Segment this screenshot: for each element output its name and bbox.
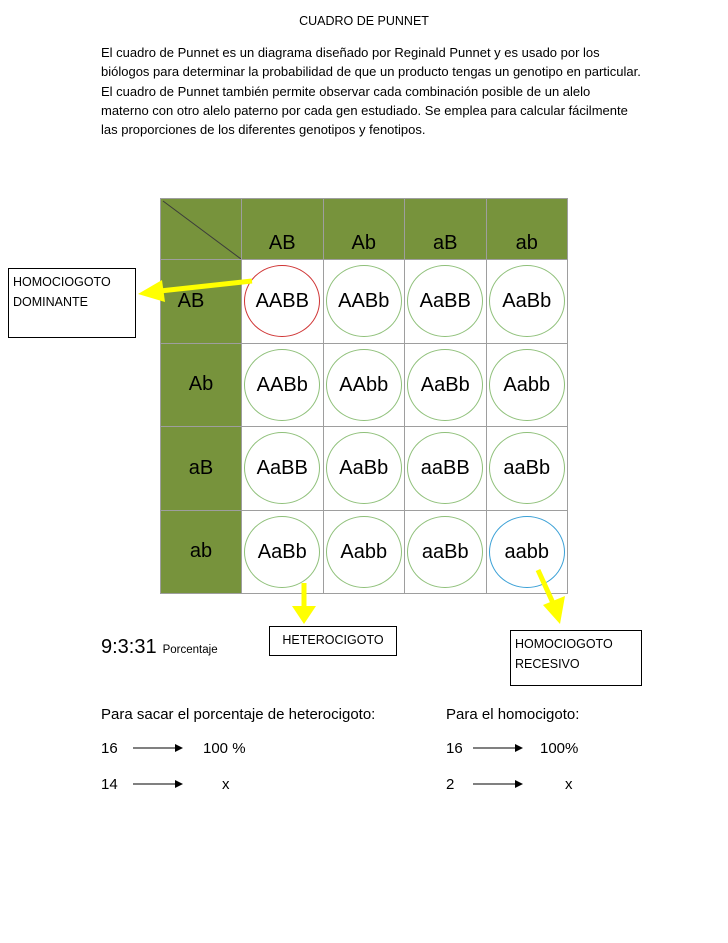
header-cell: aB — [405, 199, 487, 260]
header-cell: Ab — [323, 199, 405, 260]
calc-right-heading: Para el homocigoto: — [446, 706, 580, 723]
callout-heterozygote: HETEROCIGOTO — [269, 626, 397, 656]
arrow-to-dominant — [138, 280, 252, 302]
genotype-circle: AABb — [244, 349, 320, 421]
genotype-circle: AaBB — [407, 265, 483, 337]
arrow-right-icon — [133, 778, 183, 790]
genotype-circle: AAbb — [326, 349, 402, 421]
ratio-label: Porcentaje — [162, 644, 218, 656]
genotype-circle: AaBb — [407, 349, 483, 421]
calc-right-row1-left: 16 — [446, 740, 463, 757]
intro-paragraph: El cuadro de Punnet es un diagrama diseñado por Reginald Punnet y es usado por los biólogos para determinar la probabilidad de que un producto tengas un genotipo en particular. El cuadro de Punnet también permite observar cada combinación posible de un alelo materno con otro alelo paterno por cada gen estudiado. Se emplea para calcular fácilmente las proporciones de los diferentes genotipos y fenotipos. — [101, 45, 641, 138]
genotype-circle: aaBb — [407, 516, 483, 588]
genotype-circle: AaBb — [244, 516, 320, 588]
genotype-circle: AaBb — [326, 432, 402, 504]
calc-right-row1-right: 100% — [540, 740, 579, 757]
genotype-circle: Aabb — [489, 349, 565, 421]
genotype-circle: AaBB — [244, 432, 320, 504]
header-cell: ab — [486, 199, 568, 260]
arrow-right-icon — [473, 742, 523, 754]
ratio-line — [101, 636, 218, 659]
header-cell: AB — [242, 199, 324, 260]
calc-left-row1-right: 100 % — [203, 740, 246, 757]
genotype-circle: AaBb — [489, 265, 565, 337]
calc-left-row2-left: 14 — [101, 776, 118, 793]
callout-dominant: HOMOCIOGOTO DOMINANTE — [8, 268, 136, 338]
calc-right-row2-left: 2 — [446, 776, 455, 793]
callout-recessive: HOMOCIOGOTO RECESIVO — [510, 630, 642, 686]
genotype-circle: AABb — [326, 265, 402, 337]
calc-right-row2-right: x — [565, 776, 573, 793]
arrow-right-icon — [133, 742, 183, 754]
arrow-to-heterozygote — [292, 583, 316, 624]
arrow-right-icon — [473, 778, 523, 790]
genotype-circle: aaBB — [407, 432, 483, 504]
calc-left-heading: Para sacar el porcentaje de heterocigoto: — [101, 706, 376, 723]
arrow-to-recessive — [538, 570, 565, 624]
ratio-value: 9:3:31 — [101, 636, 157, 658]
page-title: CUADRO DE PUNNET — [299, 14, 429, 28]
row-label-text: aB — [188, 456, 214, 479]
genotype-circle: Aabb — [326, 516, 402, 588]
genotype-circle: aaBb — [489, 432, 565, 504]
row-label-text: Ab — [188, 373, 214, 396]
genotype-circle: AABB — [244, 265, 320, 337]
calc-left-row2-right: x — [222, 776, 230, 793]
genotype-circle: aabb — [489, 516, 565, 588]
calc-left-row1-left: 16 — [101, 740, 118, 757]
row-label-text: ab — [189, 540, 213, 563]
row-label-text: AB — [177, 289, 205, 312]
